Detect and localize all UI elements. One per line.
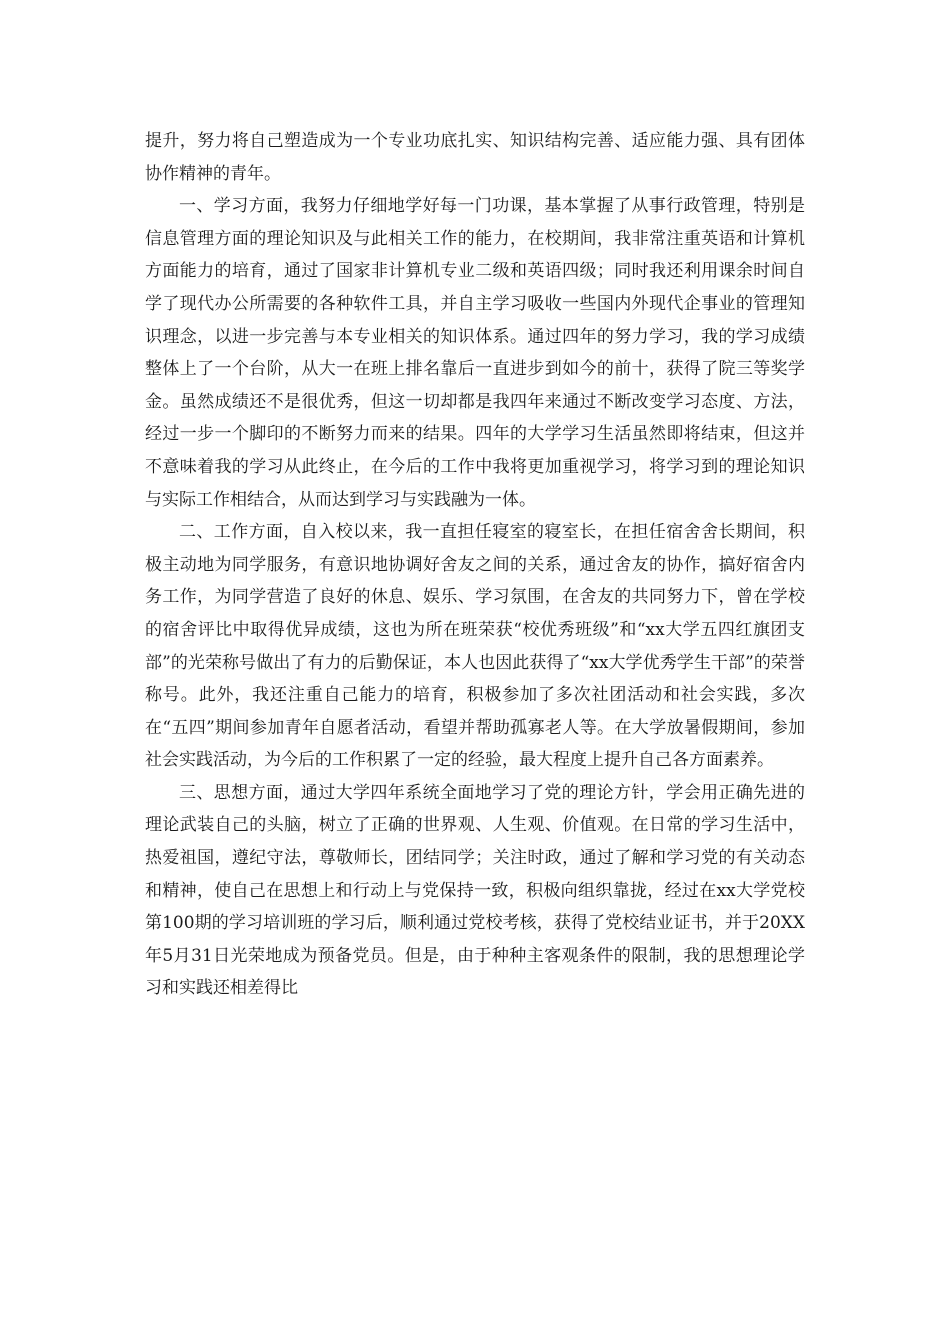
- paragraph-intro-continued: 提升，努力将自己塑造成为一个专业功底扎实、知识结构完善、适应能力强、具有团体协作精神的青年。: [145, 131, 805, 184]
- document-body: [145, 125, 805, 1005]
- paragraph-work: 二、工作方面，自入校以来，我一直担任寝室的寝室长，在担任宿舍舍长期间，积极主动地为同学服务，有意识地协调好舍友之间的关系，通过舍友的协作，搞好宿舍内务工作，为同学营造了良好的休息、娱乐、学习氛围，在舍友的共同努力下，曾在学校的宿舍评比中取得优异成绩，这也为所在班荣获“校优秀班级”和“xx大学五四红旗团支部”的光荣称号做出了有力的后勤保证，本人也因此获得了“xx大学优秀学生干部”的荣誉称号。此外，我还注重自己能力的培育，积极参加了多次社团活动和社会实践，多次在“五四”期间参加青年自愿者活动，看望并帮助孤寡老人等。在大学放暑假期间，参加社会实践活动，为今后的工作积累了一定的经验，最大程度上提升自己各方面素养。: [145, 522, 805, 771]
- paragraph-thought: 三、思想方面，通过大学四年系统全面地学习了党的理论方针，学会用正确先进的理论武装自己的头脑，树立了正确的世界观、人生观、价值观。在日常的学习生活中，热爱祖国，遵纪守法，尊敬师长，团结同学；关注时政，通过了解和学习党的有关动态和精神，使自己在思想上和行动上与党保持一致，积极向组织靠拢，经过在xx大学党校第100期的学习培训班的学习后，顺利通过党校考核，获得了党校结业证书，并于20XX年5月31日光荣地成为预备党员。但是，由于种种主客观条件的限制，我的思想理论学习和实践还相差得比: [145, 782, 805, 999]
- paragraph-study: 一、学习方面，我努力仔细地学好每一门功课，基本掌握了从事行政管理，特别是信息管理方面的理论知识及与此相关工作的能力，在校期间，我非常注重英语和计算机方面能力的培育，通过了国家非计算机专业二级和英语四级；同时我还利用课余时间自学了现代办公所需要的各种软件工具，并自主学习吸收一些国内外现代企事业的管理知识理念，以进一步完善与本专业相关的知识体系。通过四年的努力学习，我的学习成绩整体上了一个台阶，从大一在班上排名靠后一直进步到如今的前十，获得了院三等奖学金。虽然成绩还不是很优秀，但这一切却都是我四年来通过不断改变学习态度、方法，经过一步一个脚印的不断努力而来的结果。四年的大学学习生活虽然即将结束，但这并不意味着我的学习从此终止，在今后的工作中我将更加重视学习，将学习到的理论知识与实际工作相结合，从而达到学习与实践融为一体。: [145, 196, 805, 510]
